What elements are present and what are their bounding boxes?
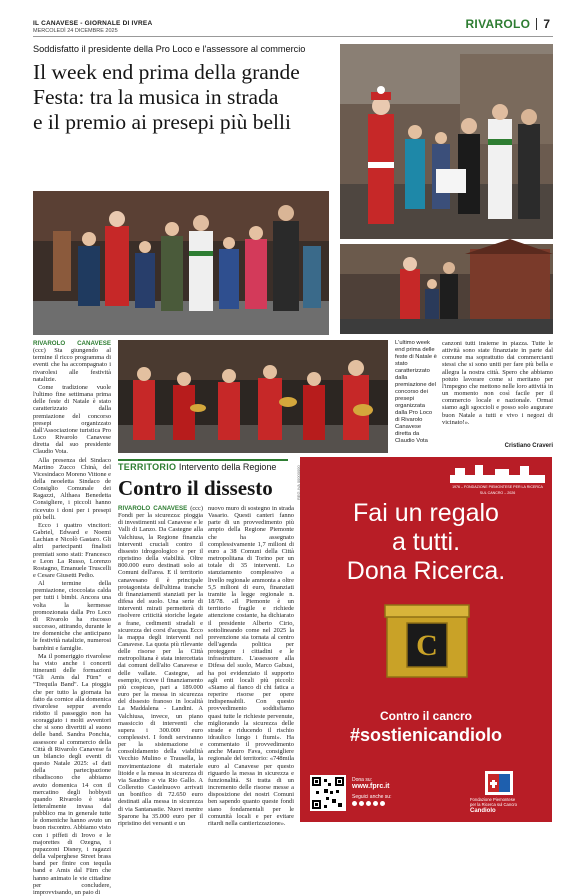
article2-headline: Contro il dissesto [118, 476, 273, 500]
article1-paragraph: Al termine della premiazione, cioccolata calda per tutti i bimbi. Ancora una volta la kermesse promozionata dalla Pro Loco di Rivarolo ha riscosso successo, attirando, durante le tre domeniche che anticipano le festività natalizie, numerosi bambini e famiglie. [33, 580, 111, 652]
article-kicker: Soddisfatto il presidente della Pro Loco e l'assessore al commercio [33, 44, 306, 54]
article2-paragraph [118, 505, 203, 827]
photo-band-playing [118, 340, 388, 453]
page-number: 7 [543, 17, 550, 31]
ad-headline-line: Dona Ricerca. [346, 557, 506, 585]
facebook-icon[interactable] [352, 801, 357, 806]
issue-date: MERCOLEDÌ 24 DICEMBRE 2025 [33, 28, 118, 34]
svg-text:C: C [416, 629, 438, 662]
article2-paragraph-text: Fondi per la sicurezza: pioggia di investimenti sul Canavese e le Valli di Lanzo. Da Castegne alla Valchiusa, la Regione finanzia interventi cruciali contro il dissesto idrogeologico e per il ripristino della viabilità. Oltre 800.000 euro destinati solo ai Comuni dell'area. E il territorio canavesano il è principale protagonista dell'ultima tranche di finanziamenti stanziati per la difesa del suolo. Una serie di interventi mirati permetterà di risolvere criticità storiche legate a frane, cedimenti stradali e sicurezza dei corsi d'acqua. Ecco la mappa degli interventi nel Canavese. La quota più rilevante delle risorse per la Città metropolitana è stata intercettata dai comuni dell'alto Canavese e delle vallate. Castegne, ad esempio, riceve il finanziamento più cospicuo, pari a 189.000 euro per la messa in sicurezza del dissesto franoso in località La Maddalena - Landini. A Valchiusa, invece, un piano massiccio di interventi che supera i 300.000 euro complessivi. I fondi serviranno per la sistemazione e consolidamento della viabilità Vecchio Mulino e Trausella, la movimentazione di materiale litoide e la messa in sicurezza di via Saudino e via Rio Gallo. A Colleretto Castelnuovo arrivati un bonifico di 72.650 euro destinati alla messa in sicurezza di via Santanastie. Nuovi mentre Sparone ha 35.000 euro per il ripristino dei versanti e un [118, 512, 203, 827]
article2-lead: RIVAROLO CANAVESE [118, 505, 188, 512]
ad-logo-text-2: per la Ricerca sul Cancro [470, 802, 518, 807]
ad-headline [300, 499, 552, 586]
headline-line: e il premio ai presepi più belli [33, 110, 291, 134]
article1-lead-tag: (ccc) [33, 347, 46, 355]
ad-logo-brand: Candiolo [470, 808, 496, 814]
photo-santa-children [340, 44, 553, 239]
article1-paragraph: Alla presenza del Sindaco Martino Zucco Chinà, del Vicesindaco Moreno Vittone e della neoeletta Sindaco de Consiglio Comunale dei Ragazzi, Althaea Benedetta Consigliere, i piccoli hanno ricevuto i doni per i presepi più belli. [33, 456, 111, 521]
article1-column-right: canzoni tutti insieme in piazza. Tutte le attività sono state finanziate in parte dal comune ma soprattutto dai commercianti stessi che si sono uniti per fare più bella e allegra la nostra città. Spero che abbiamo potuto lavorare come si meritano per l'impegno che mettono nelle loro attività in un momento non così facile per il commercio locale e nazionale. Ormai siamo agli sgoccioli e posso solo augurare buon Natale a tutti e vivo i negozi di vicinato!». [442, 340, 553, 426]
ad-social-label: Seguici anche su: [352, 794, 392, 800]
article1-paragraph: Ma il pomeriggio rivarolese ha visto anche i concerti itineranti delle formazioni "Gli Amis dal Fürn" e "Trequila Band". La pioggia che per tutto la giornata ha fatto da cornice alla domenica rivarolese seppur avendo ridotto il passeggio non ha scoraggiato i molti avventori che si sono divertiti al suono delle band. Sandra Ponchia, assessore al commercio della Città di Rivarolo Canavese fa un bilancio degli eventi di questo Natale 2025: «I dati della partecipazione ribadiscono che abbiamo avuto domenica 14 con il mercatino degli hobbysti quando Rivarolo è stata letteralmente invasa dal pubblico ma in generale tutte le domeniche hanno avuto un buon riscontro. Abbiamo visto con i piffeti di Irovo e le majorettes di Ozegna, i pupazzoni Disney, i ragazzi della valperghese Street brass band per finire con tequila band e Amis dal Fürn che hanno animato le vie cittadine per concludere, improvvisando, un paio di [33, 652, 111, 896]
qr-code-icon[interactable] [310, 775, 346, 811]
article2-section-tag [118, 462, 276, 472]
castle-logo-icon [450, 463, 545, 483]
ad-logo-text-1: Fondazione Piemontese [470, 797, 516, 802]
masthead-left [33, 20, 333, 34]
ad-headline-line: a tutti. [391, 528, 461, 556]
photo-group-children [33, 191, 329, 335]
ad-web-link[interactable]: www.fprc.it [352, 783, 390, 790]
ad-side-code: REG.IVA 00000000 [296, 465, 301, 500]
article1-paragraph-text: Sta giungendo al termine il ricco programma di eventi che ha accompagnato i rivarolesi alle festività natalizie. [33, 347, 111, 383]
section-name: RIVAROLO [465, 17, 531, 31]
masthead-rule [33, 36, 553, 37]
article-headline [33, 60, 333, 135]
ad-headline-line: Fai un regalo [353, 499, 499, 527]
article2-column-1 [118, 505, 203, 827]
section-rule [118, 459, 288, 461]
article1-paragraph: Come tradizione vuole l'ultimo fine settimana prima delle feste di Natale è stato caratterizzato dalla premiazione del concorso presepi organizzato dall'Associazione turistica Pro Loco Rivarolo Canavese diretta dal suo presidente Claudio Vota. [33, 383, 111, 456]
ad-top-label: 1976 – FONDAZIONE PIEMONTESE PER LA RICERCA SUL CANCRO – 2026 [452, 485, 543, 495]
fprc-logo-icon [485, 771, 513, 795]
article2-section-sub: Intervento della Regione [178, 462, 277, 472]
masthead-right [465, 17, 550, 31]
photo-caption: L'ultimo week end prima delle feste di Natale è stato caratterizzato dalla premiazione del concorso dei presepi organizzata dalla Pro Loco di Rivarolo Canavese diretta da Claudio Vota [395, 340, 437, 444]
article2-column-2: nuovo muro di sostegno in strada Vasario. Questi canteri fanno parte di un provvedimento più ampio della Regione Piemonte che ha assegnato complessivamente 1,7 milioni di euro a 38 Comuni della Città metropolitana di Torino per un totale di 35 interventi. Lo stanziamento complessivo a livello regionale ammonta a oltre 5,5 milioni di euro, finanziati tramite la legge regionale n. 18/78. «Il Piemonte è un territorio fragile e richiede attenzione costante, ha dichiarato il presidente Alberto Cirio, sottolineando come nel 2025 la prevenzione sia tornata al centro dell'agenda politica per proteggere i cittadini e le infrastrutture. L'assessore alla Difesa del suolo, Marco Gabusi, ha poi evidenziato il supporto agli enti locali più piccoli: «Siamo al fianco di chi fatica a reperire risorse per opere indispensabili. Con questo provvedimento soddisfiamo quasi tutte le richieste pervenute, migliorando la sicurezza delle strade e riducendo il rischio idraulico lungo i fiumi». Ha commentato il provvedimento anche Mauro Fava, consigliere regionale del territorio: «748mila euro al Canavese per questo riguardo la messa in sicurezza e funzionalità. Si tratta di un incremento delle risorse messe a disposizione dei nostri Comuni ben sapendo quanto queste fondi siano fondamentali per le comunità locali e per evitare ritardi nella cantierizzazione». [208, 505, 294, 827]
article1-lead: RIVAROLO CANAVESE [33, 340, 111, 347]
instagram-icon[interactable] [359, 801, 364, 806]
article2-section-name: TERRITORIO [118, 462, 177, 472]
headline-line: Il week end prima della grande [33, 60, 300, 84]
ad-web-label: Dona su: [352, 777, 373, 783]
youtube-icon[interactable] [366, 801, 371, 806]
masthead-divider [536, 18, 537, 30]
advertisement-fprc[interactable] [300, 457, 552, 822]
ad-social-icons [352, 801, 385, 806]
photo-santa-house [340, 244, 553, 334]
article1-paragraph: Ecco i quattro vincitori: Gabriel, Edward e Noemi Lachian e Nicolò Gastaro. Gli altri partecipanti finalisti premiati sono stati: Francesco e Leon La Russo, Lorenzo Rostagno, Emanuele Truscelli e Cesare Giusetti Pedio. [33, 521, 111, 579]
tiktok-icon[interactable] [380, 801, 385, 806]
article1-column-left [33, 340, 111, 896]
article1-signature: Cristiano Craveri [504, 443, 553, 449]
headline-line: Festa: tra la musica in strada [33, 85, 279, 109]
article2-lead-tag: (ccc) [190, 505, 203, 512]
newspaper-name: IL CANAVESE - GIORNALE DI IVREA [33, 20, 153, 27]
ad-hashtag: #sostienicandiolo [349, 725, 503, 745]
linkedin-icon[interactable] [373, 801, 378, 806]
ad-subheadline: Contro il cancro [379, 709, 472, 723]
gift-box-icon [385, 597, 469, 679]
article1-paragraph [33, 340, 111, 383]
